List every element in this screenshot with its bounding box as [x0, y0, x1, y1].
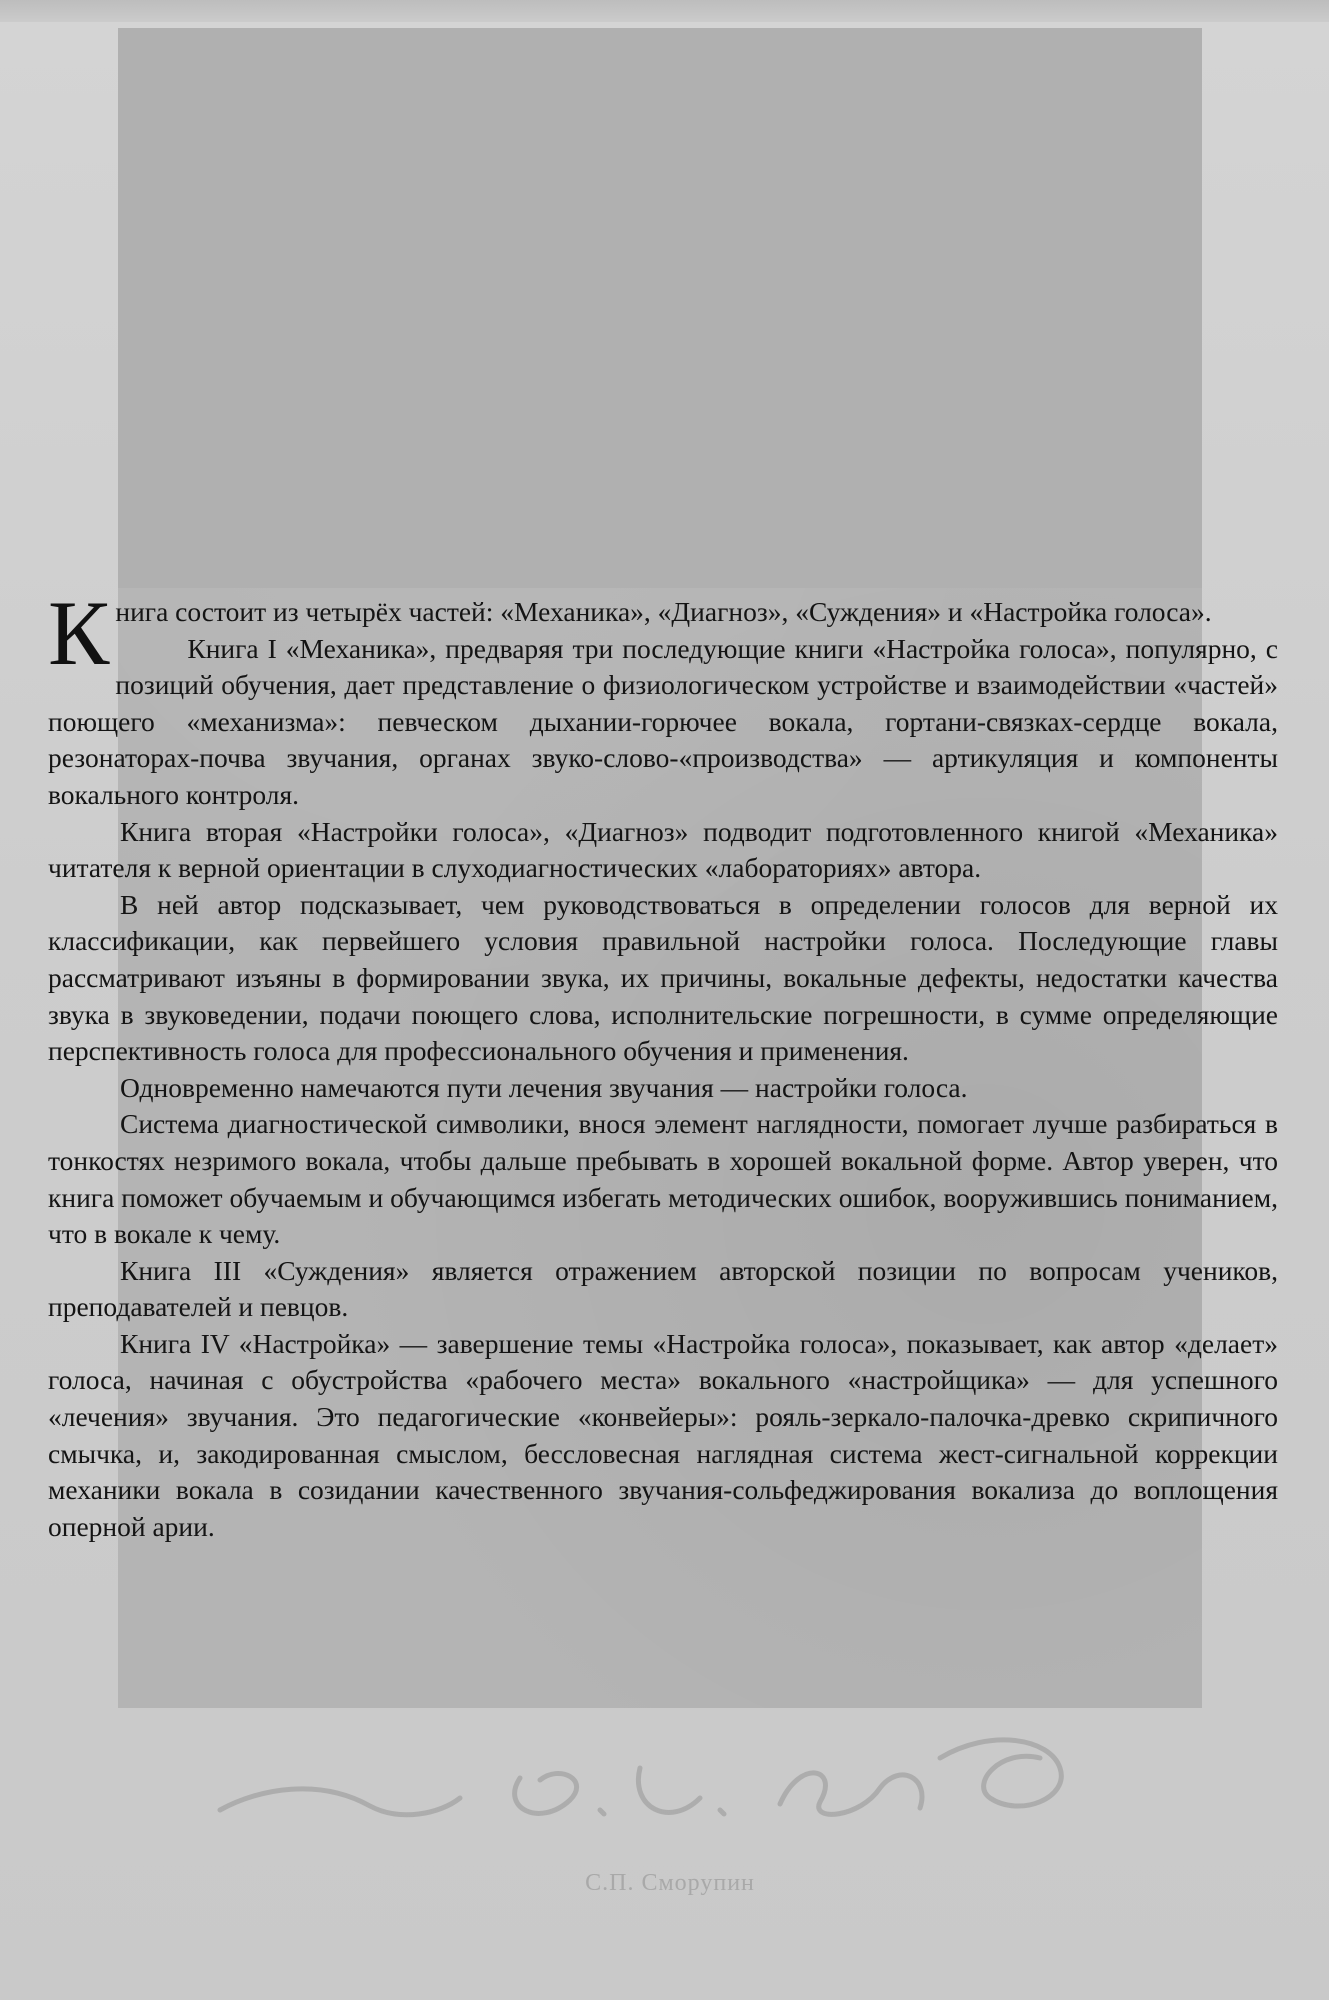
paragraph-4: В ней автор подсказывает, чем руководствоваться в определении голосов для верной их классификации, как первейшего условия правильной настройки голоса. Последующие главы рассматривают изъяны в формировании звука, их причины, вокальные дефекты, недостатки качества звука в звуковедении, подачи поющего слова, исполнительские погрешности, в сумме определяющие перспективность голоса для профессионального обучения и применения. [48, 888, 1278, 1067]
paragraph-1-text: нига состоит из четырёх частей: «Механика», «Диагноз», «Суждения» и «Настройка голоса». [115, 596, 1212, 627]
background-photo-top [118, 28, 1202, 588]
drop-cap: К [48, 582, 110, 684]
paragraph-2: Книга I «Механика», предваряя три последующие книги «Настройка голоса», популярно, с позиций обучения, дает представление о физиологическом устройстве и взаимодействии «частей» поющего «механизма»: певческом дыхании-горючее вокала, гортани-связках-сердце вокала, резонаторах-почва звучания, органах звуко-слово-«производства» — артикуляция и компоненты вокального контроля. [48, 632, 1278, 810]
handwritten-signature [200, 1718, 1130, 1848]
paragraph-5: Одновременно намечаются пути лечения звучания — настройки голоса. [120, 1071, 968, 1103]
paragraph-6: Система диагностической символики, внося элемент наглядности, помогает лучше разбираться в тонкостях незримого вокала, чтобы дальше пребывать в хорошей вокальной форме. Автор уверен, что книга поможет обучаемым и обучающимся избегать методических ошибок, вооружившись пониманием, что в вокале к чему. [48, 1108, 1278, 1250]
paragraph-1 [48, 582, 1278, 684]
paragraph-3: Книга вторая «Настройки голоса», «Диагноз» подводит подготовленного книгой «Механика» читателя к верной ориентации в слуходиагностических «лабораториях» автора. [48, 815, 1278, 884]
paragraph-8: Книга IV «Настройка» — завершение темы «Настройка голоса», показывает, как автор «делает» голоса, начиная с обустройства «рабочего места» вокального «настройщика» — для успешного «лечения» звучания. Это педагогические «конвейеры»: рояль-зеркало-палочка-древко скрипичного смычка, и, закодированная смыслом, бессловесная наглядная система жест-сигнальной коррекции механики вокала в созидании качественного звучания-сольфеджирования вокализа до воплощения оперной арии. [48, 1327, 1278, 1542]
page-top-edge [0, 0, 1329, 22]
annotation-text [48, 582, 1278, 1702]
paragraph-7: Книга III «Суждения» является отражением авторской позиции по вопросам учеников, преподавателей и певцов. [48, 1254, 1278, 1323]
author-caption: С.П. Сморупин [585, 1870, 755, 1896]
